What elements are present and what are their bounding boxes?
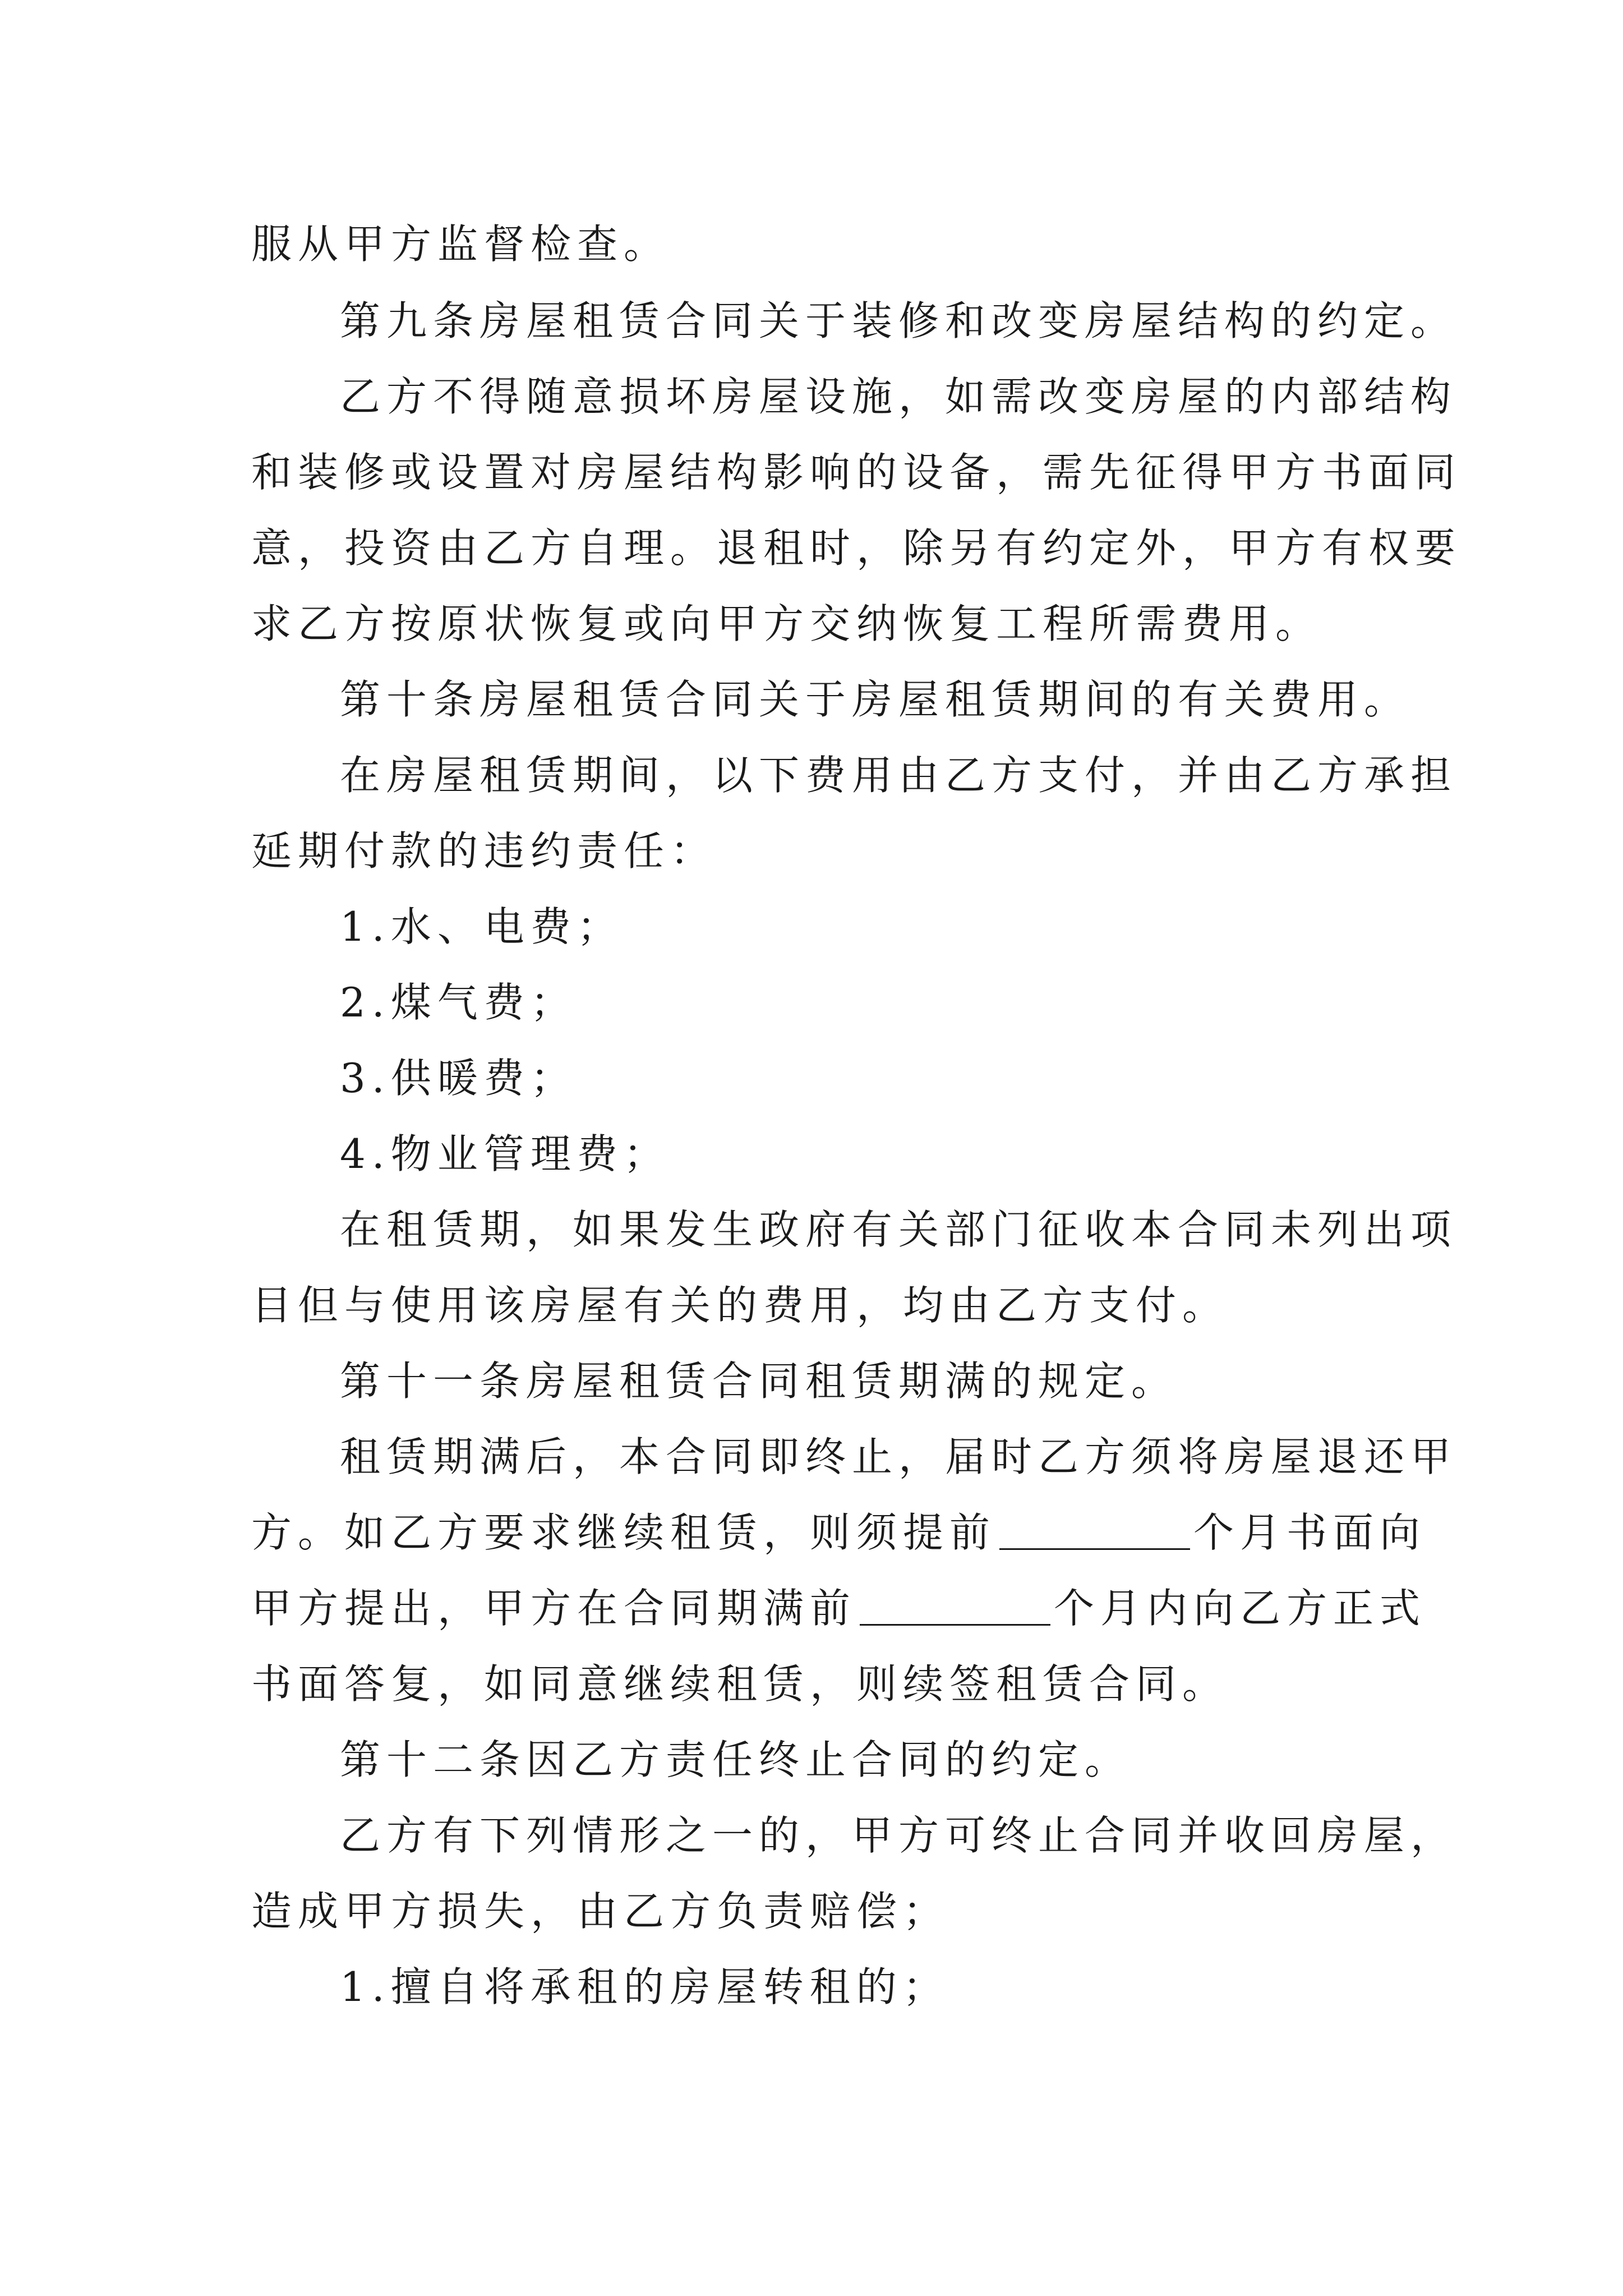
paragraph-text: 个月内向乙方正式 <box>1054 1585 1427 1632</box>
paragraph-line: 求乙方按原状恢复或向甲方交纳恢复工程所需费用。 <box>251 600 1322 647</box>
paragraph-line <box>251 1504 1426 1561</box>
paragraph-line <box>251 1580 1426 1636</box>
paragraph-line: 和装修或设置对房屋结构影响的设备，需先征得甲方书面同 <box>251 449 1462 496</box>
paragraph-line: 延期付款的违约责任： <box>251 827 717 875</box>
list-item: 3.供暖费； <box>340 1055 577 1102</box>
article-12-heading: 第十二条因乙方责任终止合同的约定。 <box>340 1736 1132 1783</box>
list-item: 4.物业管理费； <box>340 1130 670 1177</box>
paragraph-line: 租赁期满后，本合同即终止，届时乙方须将房屋退还甲 <box>340 1433 1458 1480</box>
paragraph-line: 服从甲方监督检查。 <box>251 220 671 268</box>
paragraph-line: 书面答复，如同意继续租赁，则续签租赁合同。 <box>251 1660 1229 1708</box>
article-9-heading: 第九条房屋租赁合同关于装修和改变房屋结构的约定。 <box>340 297 1458 344</box>
paragraph-text: 方。如乙方要求继续租赁，则须提前 <box>251 1509 997 1556</box>
fill-in-blank <box>999 1508 1190 1550</box>
paragraph-line: 乙方有下列情形之一的，甲方可终止合同并收回房屋， <box>340 1812 1458 1859</box>
list-item: 1.擅自将承租的房屋转租的； <box>340 1963 949 2010</box>
paragraph-line: 造成甲方损失，由乙方负责赔偿； <box>251 1888 950 1935</box>
paragraph-line: 在房屋租赁期间，以下费用由乙方支付，并由乙方承担 <box>340 752 1458 799</box>
paragraph-line: 在租赁期，如果发生政府有关部门征收本合同未列出项 <box>340 1206 1458 1253</box>
list-item: 1.水、电费； <box>340 903 624 950</box>
article-11-heading: 第十一条房屋租赁合同租赁期满的规定。 <box>340 1358 1178 1405</box>
paragraph-text: 甲方提出，甲方在合同期满前 <box>251 1585 857 1632</box>
article-10-heading: 第十条房屋租赁合同关于房屋租赁期间的有关费用。 <box>340 676 1411 723</box>
paragraph-line: 乙方不得随意损坏房屋设施，如需改变房屋的内部结构 <box>340 373 1458 420</box>
paragraph-line: 意，投资由乙方自理。退租时，除另有约定外，甲方有权要 <box>251 524 1462 572</box>
list-item: 2.煤气费； <box>340 979 577 1026</box>
paragraph-text: 个月书面向 <box>1193 1509 1427 1556</box>
paragraph-line: 目但与使用该房屋有关的费用，均由乙方支付。 <box>251 1282 1229 1329</box>
fill-in-blank <box>860 1584 1050 1626</box>
